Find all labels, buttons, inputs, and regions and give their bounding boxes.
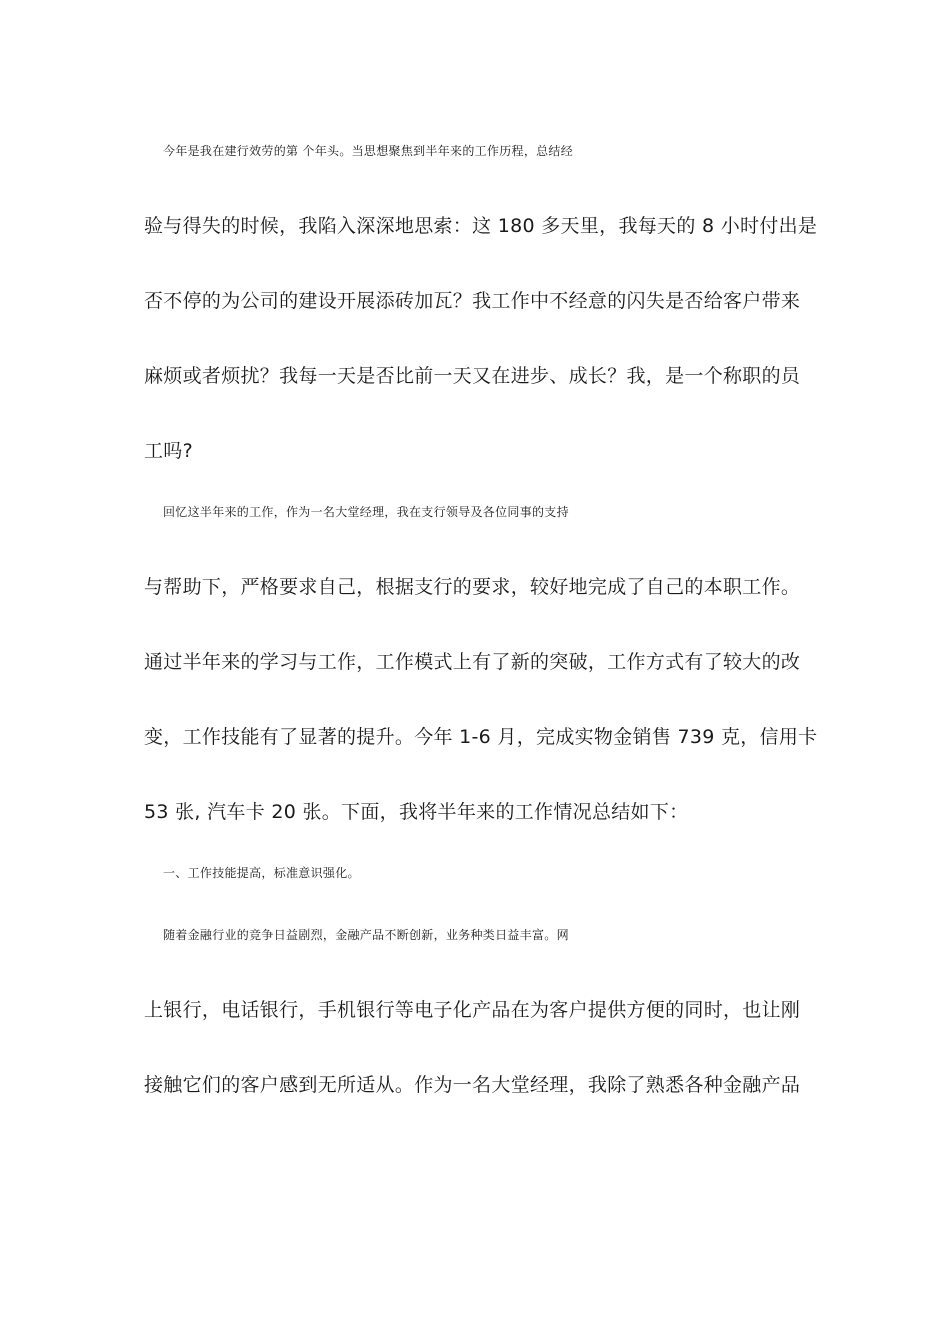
paragraph-line: 53 张, 汽车卡 20 张。下面，我将半年来的工作情况总结如下： xyxy=(144,801,689,823)
paragraph-line: 麻烦或者烦扰？我每一天是否比前一天又在进步、成长？我，是一个称职的员 xyxy=(144,365,801,387)
paragraph-line: 随着金融行业的竞争日益剧烈，金融产品不断创新，业务种类日益丰富。网 xyxy=(163,928,569,942)
paragraph-line: 今年是我在建行效劳的第 个年头。当思想聚焦到半年来的工作历程，总结经 xyxy=(163,144,574,158)
paragraph-line: 接触它们的客户感到无所适从。作为一名大堂经理，我除了熟悉各种金融产品 xyxy=(144,1074,801,1096)
section-heading: 一、工作技能提高，标准意识强化。 xyxy=(163,866,360,880)
paragraph-line: 上银行，电话银行，手机银行等电子化产品在为客户提供方便的同时，也让刚 xyxy=(144,999,801,1021)
paragraph-line: 变，工作技能有了显著的提升。今年 1-6 月，完成实物金销售 739 克，信用卡 xyxy=(144,726,818,748)
paragraph-line: 与帮助下，严格要求自己，根据支行的要求，较好地完成了自己的本职工作。 xyxy=(144,576,801,598)
paragraph-line: 回忆这半年来的工作，作为一名大堂经理，我在支行领导及各位同事的支持 xyxy=(163,505,569,519)
paragraph-line: 否不停的为公司的建设开展添砖加瓦？我工作中不经意的闪失是否给客户带来 xyxy=(144,290,801,312)
paragraph-line: 工吗? xyxy=(144,440,193,462)
paragraph-line: 通过半年来的学习与工作，工作模式上有了新的突破，工作方式有了较大的改 xyxy=(144,651,801,673)
paragraph-line: 验与得失的时候，我陷入深深地思索：这 180 多天里，我每天的 8 小时付出是 xyxy=(144,215,818,237)
